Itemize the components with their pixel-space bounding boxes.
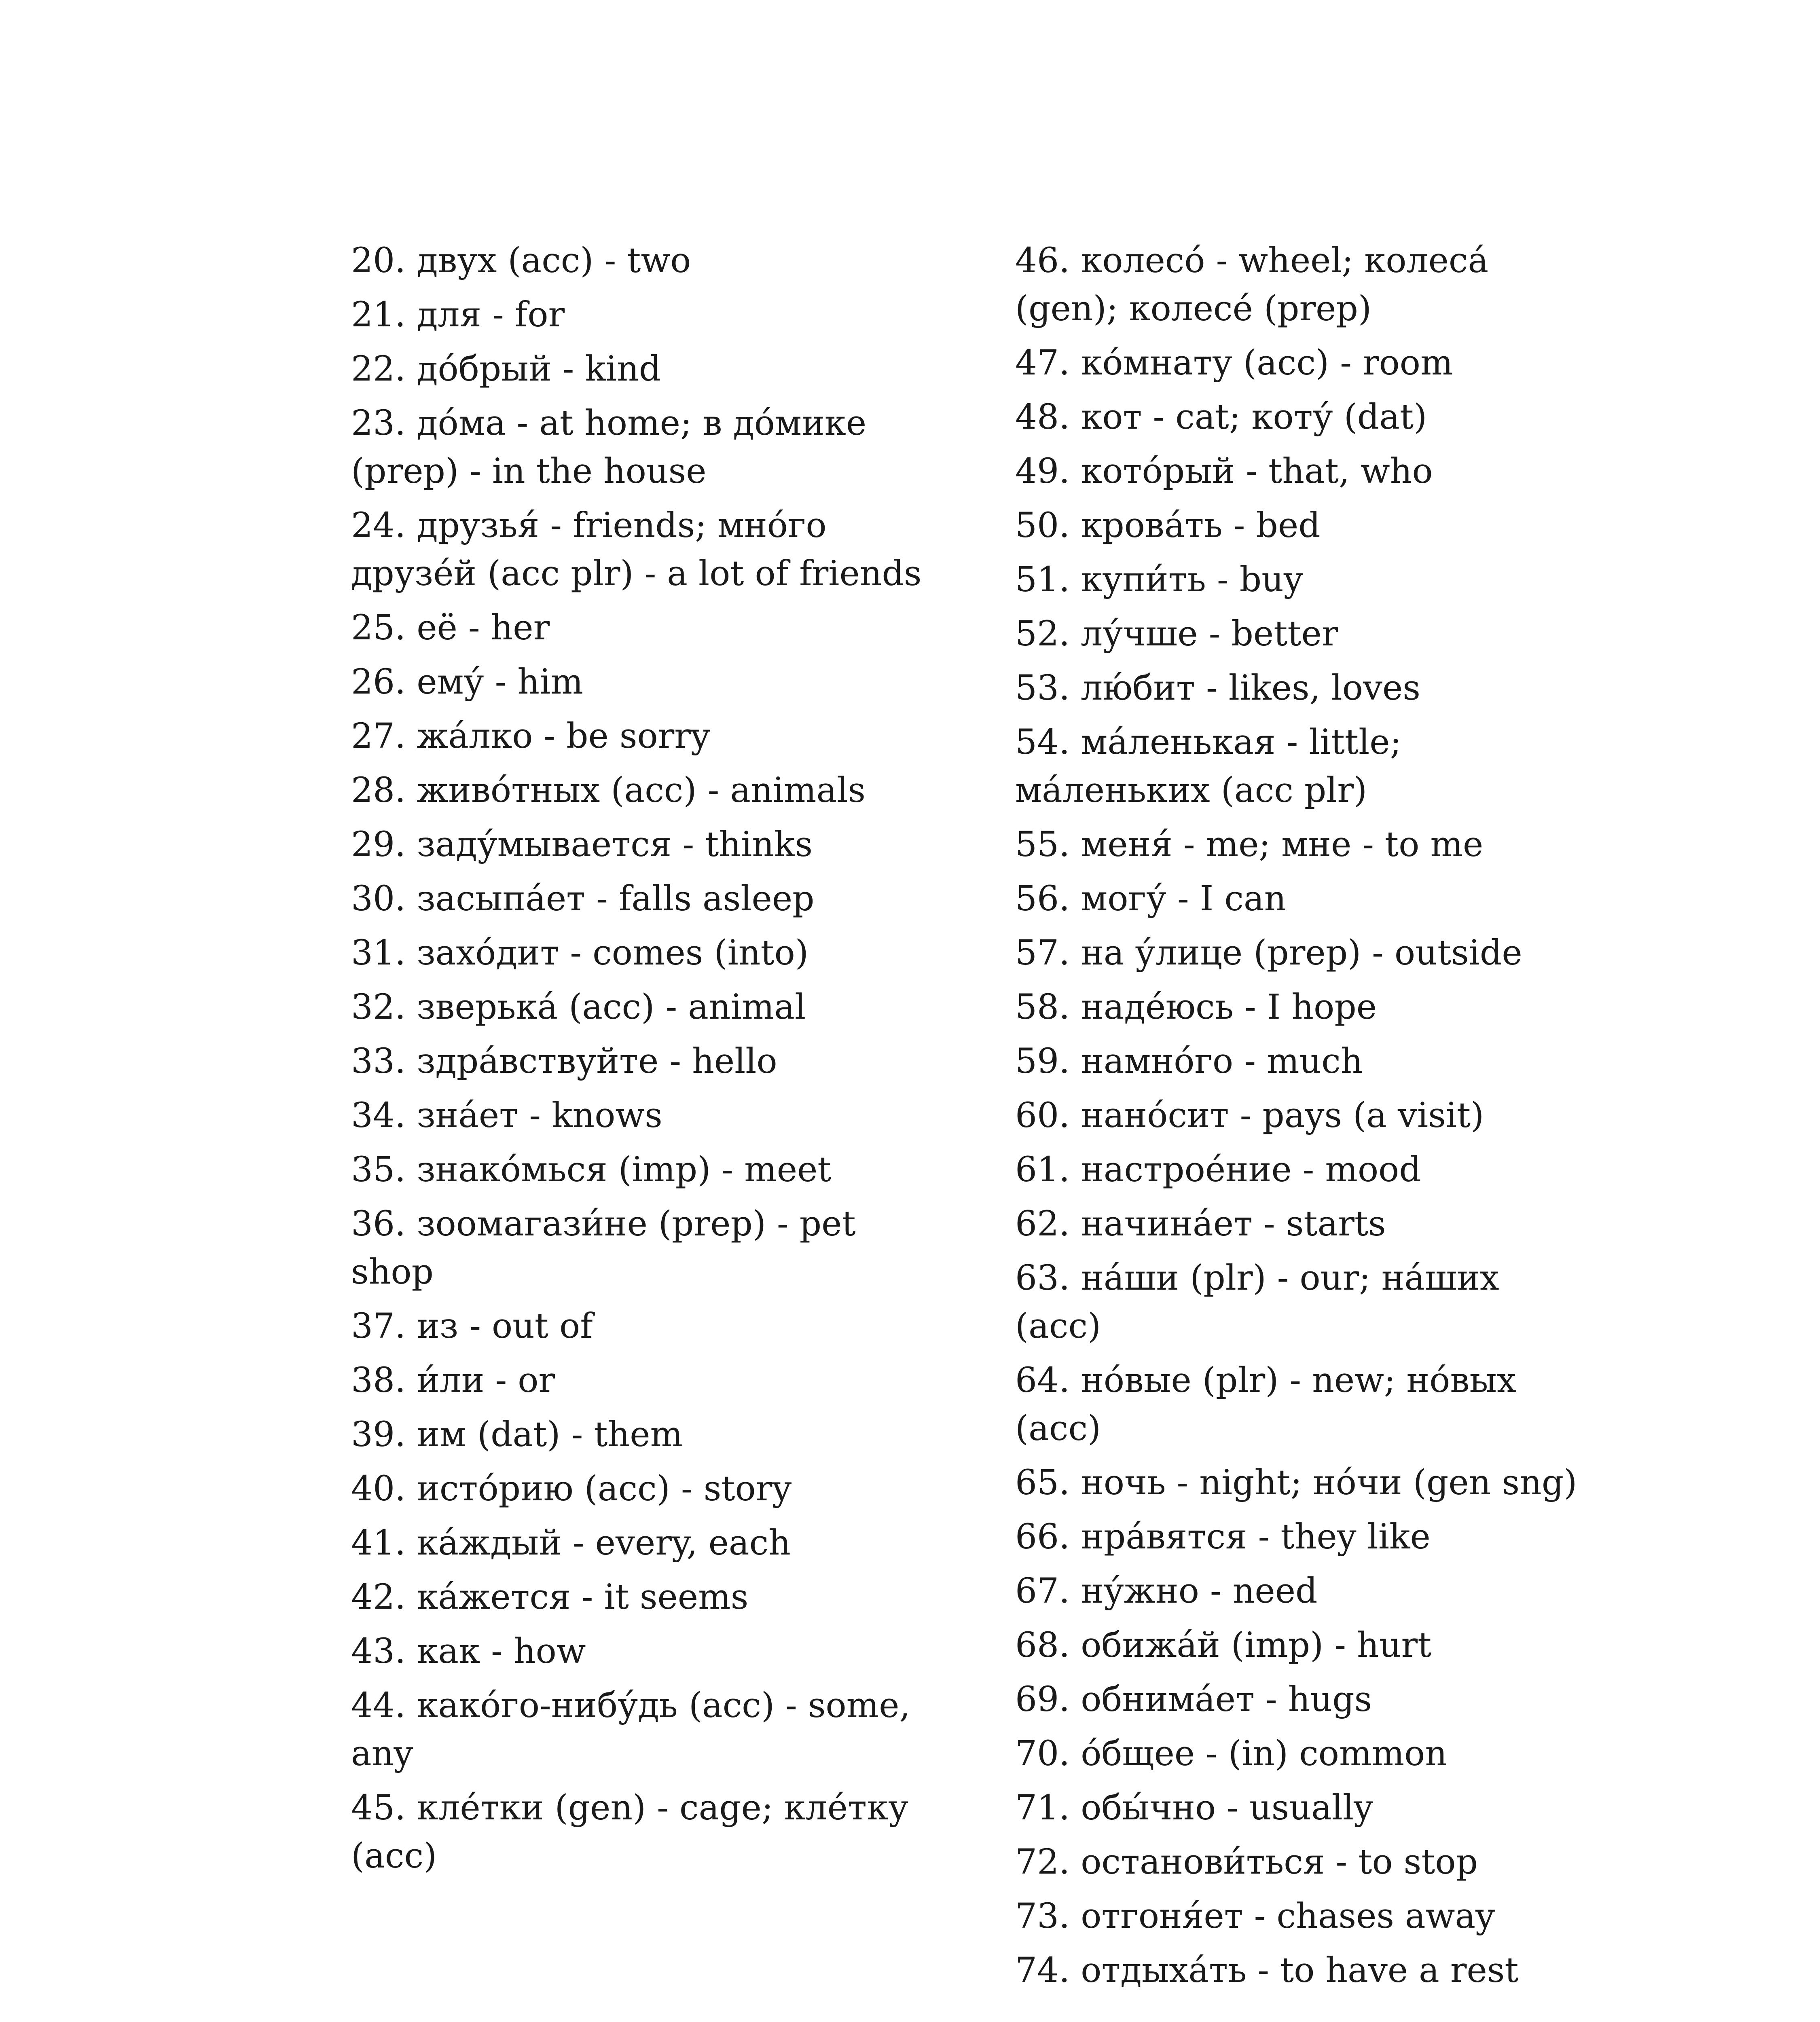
vocabulary-entry: 70. о́бщее - (in) common bbox=[1015, 1734, 1448, 1774]
vocabulary-entry: 23. до́ма - at home; в до́мике (prep) - in the house bbox=[351, 403, 867, 491]
vocabulary-entry: 25. её - her bbox=[351, 608, 550, 648]
vocabulary-entry: 61. настрое́ние - mood bbox=[1015, 1150, 1421, 1190]
vocabulary-entry: 28. живо́тных (acc) - animals bbox=[351, 770, 866, 810]
vocabulary-entry: 66. нра́вятся - they like bbox=[1015, 1517, 1431, 1557]
vocabulary-entry: 21. для - for bbox=[351, 295, 565, 335]
vocabulary-entry: 36. зоомагази́не (prep) - pet shop bbox=[351, 1204, 856, 1292]
vocabulary-entry: 64. но́вые (plr) - new; но́вых (acc) bbox=[1015, 1360, 1516, 1449]
vocabulary-entry: 55. меня́ - me; мне - to me bbox=[1015, 825, 1484, 865]
vocabulary-entry: 60. нано́сит - pays (a visit) bbox=[1015, 1096, 1484, 1136]
vocabulary-entry: 38. и́ли - or bbox=[351, 1360, 555, 1400]
vocabulary-entry: 53. лю́бит - likes, loves bbox=[1015, 668, 1420, 708]
vocabulary-entry: 35. знако́мься (imp) - meet bbox=[351, 1150, 832, 1190]
vocabulary-entry: 26. ему́ - him bbox=[351, 662, 583, 702]
vocabulary-entry: 47. ко́мнату (acc) - room bbox=[1015, 343, 1453, 383]
vocabulary-entry: 24. друзья́ - friends; мно́го друзе́й (acc plr) - a lot of friends bbox=[351, 506, 922, 594]
vocabulary-entry: 74. отдыха́ть - to have a rest bbox=[1015, 1950, 1519, 1990]
vocabulary-entry: 22. до́брый - kind bbox=[351, 349, 661, 389]
vocabulary-entry: 52. лу́чше - better bbox=[1015, 614, 1338, 654]
vocabulary-column-left bbox=[351, 237, 925, 1886]
vocabulary-entry: 31. захо́дит - comes (into) bbox=[351, 933, 809, 973]
vocabulary-entry: 65. ночь - night; но́чи (gen sng) bbox=[1015, 1463, 1577, 1503]
vocabulary-entry: 45. кле́тки (gen) - cage; кле́тку (acc) bbox=[351, 1788, 909, 1876]
vocabulary-entry: 32. зверька́ (acc) - animal bbox=[351, 987, 806, 1027]
vocabulary-entry: 50. крова́ть - bed bbox=[1015, 506, 1321, 546]
vocabulary-entry: 67. ну́жно - need bbox=[1015, 1571, 1318, 1611]
vocabulary-entry: 29. заду́мывается - thinks bbox=[351, 825, 813, 865]
vocabulary-entry: 63. на́ши (plr) - our; на́ших (acc) bbox=[1015, 1258, 1499, 1346]
vocabulary-entry: 62. начина́ет - starts bbox=[1015, 1204, 1386, 1244]
vocabulary-entry: 54. ма́ленькая - little; ма́леньких (acc plr) bbox=[1015, 722, 1402, 810]
vocabulary-entry: 69. обнима́ет - hugs bbox=[1015, 1679, 1372, 1720]
vocabulary-entry: 44. како́го-нибу́дь (acc) - some, any bbox=[351, 1686, 910, 1774]
vocabulary-entry: 46. колесо́ - wheel; колеса́ (gen); колесе́ (prep) bbox=[1015, 241, 1489, 329]
vocabulary-entry: 40. исто́рию (acc) - story bbox=[351, 1469, 792, 1509]
vocabulary-entry: 51. купи́ть - buy bbox=[1015, 560, 1303, 600]
vocabulary-entry: 33. здра́вствуйте - hello bbox=[351, 1041, 777, 1081]
vocabulary-entry: 42. ка́жется - it seems bbox=[351, 1577, 749, 1617]
vocabulary-entry: 30. засыпа́ет - falls asleep bbox=[351, 879, 815, 919]
vocabulary-entry: 41. ка́ждый - every, each bbox=[351, 1523, 791, 1563]
vocabulary-entry: 71. обы́чно - usually bbox=[1015, 1788, 1373, 1828]
vocabulary-entry: 68. обижа́й (imp) - hurt bbox=[1015, 1625, 1432, 1665]
vocabulary-entry: 73. отгоня́ет - chases away bbox=[1015, 1896, 1495, 1936]
vocabulary-entry: 43. как - how bbox=[351, 1631, 586, 1671]
vocabulary-entry: 48. кот - cat; коту́ (dat) bbox=[1015, 397, 1427, 437]
vocabulary-entry: 37. из - out of bbox=[351, 1306, 593, 1346]
vocabulary-entry: 56. могу́ - I can bbox=[1015, 879, 1287, 919]
vocabulary-entry: 20. двух (acc) - two bbox=[351, 241, 691, 281]
vocabulary-entry: 27. жа́лко - be sorry bbox=[351, 716, 710, 756]
vocabulary-entry: 34. зна́ет - knows bbox=[351, 1096, 662, 1136]
vocabulary-entry: 39. им (dat) - them bbox=[351, 1415, 683, 1455]
vocabulary-entry: 58. наде́юсь - I hope bbox=[1015, 987, 1377, 1027]
vocabulary-entry: 49. кото́рый - that, who bbox=[1015, 451, 1433, 491]
vocabulary-entry: 57. на у́лице (prep) - outside bbox=[1015, 933, 1522, 973]
vocabulary-entry: 59. намно́го - much bbox=[1015, 1041, 1363, 1081]
vocabulary-entry: 72. останови́ться - to stop bbox=[1015, 1842, 1478, 1882]
vocabulary-column-right bbox=[1015, 237, 1581, 2001]
